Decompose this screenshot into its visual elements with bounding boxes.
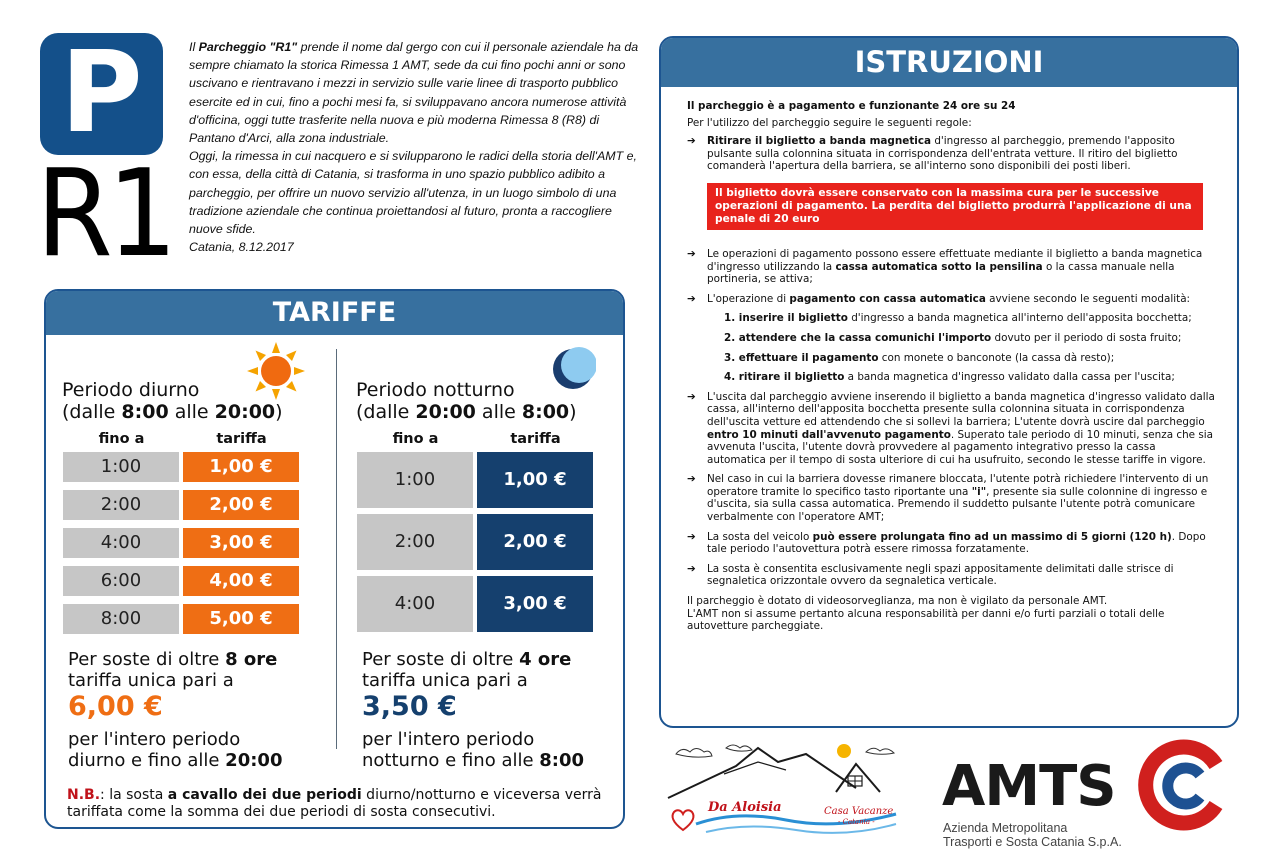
instr-bullet-3 <box>687 293 1217 306</box>
amts-subtitle <box>943 821 1122 849</box>
night-period-text <box>362 729 584 771</box>
b4-bold: entro 10 minuti dall'avvenuto pagamento <box>707 428 951 441</box>
instr-step-4 <box>687 371 1217 384</box>
b6-rest: . Dopo tale periodo l'autovettura potrà essere rimossa forzatamente. <box>707 530 1206 556</box>
night-period-line1: per l'intero periodo <box>362 729 535 750</box>
s1-rest: d'ingresso a banda magnetica all'interno dell'apposita bocchetta; <box>847 312 1192 325</box>
footer-line-1: Il parcheggio è dotato di videosorveglianza, ma non è vigilato da personale AMT. <box>687 595 1108 608</box>
s4-rest: a banda magnetica d'ingresso validato dalla cassa per l'uscita; <box>844 371 1175 384</box>
parking-sign <box>40 28 163 158</box>
instr-bullet-6 <box>687 531 1217 556</box>
instr-bullet-5 <box>687 473 1217 523</box>
arrow-icon: ➔ <box>687 530 696 543</box>
night-from: 20:00 <box>415 401 476 423</box>
b5-rest: , presente sia sulle colonnine di ingresso e d'uscita, sia sulla cassa automatica. Premendo il suddetto pulsante l'utente potrà comunicare verbalmente con l'operatore AMT; <box>707 485 1208 524</box>
b2-bold: cassa automatica sotto la pensilina <box>835 260 1043 273</box>
arrow-icon: ➔ <box>687 135 696 148</box>
day-row-2-time: 2:00 <box>63 490 179 520</box>
day-over-bold: 8 ore <box>225 649 278 670</box>
instr-bullet-1 <box>687 135 1217 173</box>
nb-note <box>67 787 612 821</box>
day-to-word: alle <box>168 401 215 423</box>
b5-bold: "i" <box>971 485 987 498</box>
heart-icon <box>670 808 696 832</box>
night-col-time: fino a <box>392 431 439 447</box>
nb-rest: diurno/notturno e viceversa verrà tariffata come la somma dei due periodi di sosta consecutivi. <box>67 787 602 820</box>
instr-step-2 <box>687 332 1217 345</box>
intro-signature: Catania, 8.12.2017 <box>189 240 294 255</box>
da-aloisia-artwork <box>666 736 922 841</box>
night-over-pre: Per soste di oltre <box>362 649 520 670</box>
tariffe-box <box>44 289 625 829</box>
s4-bold: 4. ritirare il biglietto <box>724 371 845 384</box>
day-over-line2: tariffa unica pari a <box>68 670 234 691</box>
b2-pre: Le operazioni di pagamento possono essere effettuate mediante il biglietto a banda magnetica d'ingresso utilizzando la <box>707 247 1203 273</box>
day-from-word: (dalle <box>62 401 122 423</box>
night-col-price: tariffa <box>510 431 561 447</box>
night-row-1-price: 1,00 € <box>477 452 593 508</box>
night-over-bold: 4 ore <box>519 649 572 670</box>
aloisia-tag: Casa Vacanze <box>824 806 894 817</box>
day-row-1-time: 1:00 <box>63 452 179 482</box>
day-row-1-price: 1,00 € <box>183 452 299 482</box>
b6-pre: La sosta del veicolo <box>707 530 813 543</box>
b4-rest: . Superato tale periodo di 10 minuti, senza che sia avvenuta l'uscita, l'utente dovrà provvedere al pagamento integrativo presso la cassa automatica per il tempo di sosta ulteriore di cui ha usufruito, secondo le stesse tariffe in vigore. <box>707 428 1214 466</box>
day-row-3-price: 3,00 € <box>183 528 299 558</box>
day-row-2-price: 2,00 € <box>183 490 299 520</box>
parking-letter: P <box>60 28 143 158</box>
day-close: ) <box>275 401 283 423</box>
istruzioni-box <box>659 36 1239 728</box>
nb-pre: : la sosta <box>100 787 168 803</box>
instr-intro: Per l'utilizzo del parcheggio seguire le seguenti regole: <box>687 116 972 129</box>
amts-c-icon <box>1130 735 1230 835</box>
instr-bullet-4 <box>687 391 1217 467</box>
night-row-2-time: 2:00 <box>357 514 473 570</box>
istruzioni-title: ISTRUZIONI <box>661 38 1237 87</box>
arrow-icon: ➔ <box>687 390 696 403</box>
arrow-icon: ➔ <box>687 473 696 486</box>
instr-step-3 <box>687 352 1217 365</box>
b4-pre: L'uscita dal parcheggio avviene inserendo il biglietto a banda magnetica d'ingresso validato dalla cassa, all'interno dell'apposita bocchetta presente sulla colonnina situata in corrispondenza dell'uscita vetture ed attendendo che si sollevi la barriera; L'utente dovrà uscire dal parcheggio <box>707 390 1215 428</box>
night-title-line1: Periodo notturno <box>356 379 515 401</box>
instr-footer <box>687 595 1217 633</box>
s3-bold: 3. effettuare il pagamento <box>724 351 879 364</box>
intro-p2: Oggi, la rimessa in cui nacquero e si svilupparono le radici della storia dell'AMT e, con essa, della città di Catania, si trasforma in uno spazio pubblico adibito a parcheggio, per offrire un nuovo servizio all'utenza, in un luogo simbolo di una tradizione aziendale che continua proiettandosi al futuro, pronta a raccogliere nuove sfide. <box>189 149 637 237</box>
instr-heading: Il parcheggio è a pagamento e funzionante 24 ore su 24 <box>687 100 1016 112</box>
s2-rest: dovuto per il periodo di sosta fruito; <box>991 331 1182 344</box>
b5-pre: Nel caso in cui la barriera dovesse rimanere bloccata, l'utente potrà richiedere l'intervento di un operatore tramite lo specifico tasto riportante una <box>707 473 1209 498</box>
night-row-2-price: 2,00 € <box>477 514 593 570</box>
b1-rest: d'ingresso al parcheggio, premendo l'apposito pulsante sulla colonnina situata in corrispondenza dell'entrata vetture. Il ritiro del biglietto comanderà l'apertura della barriera, se all'interno sono disponibili dei posti liberi. <box>707 135 1178 173</box>
day-over-text <box>68 649 277 691</box>
day-period-title <box>62 379 283 423</box>
day-title-line1: Periodo diurno <box>62 379 200 401</box>
instr-bullet-7 <box>687 563 1217 588</box>
night-over-line2: tariffa unica pari a <box>362 670 528 691</box>
amts-wordmark: AMTS <box>942 754 1116 819</box>
night-to-word: alle <box>475 401 522 423</box>
day-col-time: fino a <box>98 431 145 447</box>
day-period-bold: 20:00 <box>225 750 283 771</box>
s1-bold: 1. inserire il biglietto <box>724 312 848 325</box>
tariffe-title: TARIFFE <box>46 291 623 335</box>
b3-bold: pagamento con cassa automatica <box>789 292 986 305</box>
aloisia-name: Da Aloisia <box>708 800 782 815</box>
amts-sub-line1: Azienda Metropolitana <box>943 821 1068 835</box>
period-divider <box>336 349 337 749</box>
intro-text <box>189 38 639 256</box>
day-period-pre: diurno e fino alle <box>68 750 226 771</box>
day-row-3-time: 4:00 <box>63 528 179 558</box>
night-to: 8:00 <box>521 401 570 423</box>
b7-text: La sosta è consentita esclusivamente negli spazi appositamente delimitati dalle strisce di segnaletica orizzontale ovvero da segnaletica verticale. <box>707 562 1174 588</box>
night-row-3-time: 4:00 <box>357 576 473 632</box>
s2-bold: 2. attendere che la cassa comunichi l'importo <box>724 331 992 344</box>
instructions-body <box>687 100 1217 633</box>
intro-p1-bold: Parcheggio "R1" <box>198 40 298 54</box>
arrow-icon: ➔ <box>687 562 696 575</box>
nb-label: N.B. <box>67 787 101 803</box>
arrow-icon: ➔ <box>687 247 696 260</box>
b1-bold: Ritirare il biglietto a banda magnetica <box>707 135 932 148</box>
arrow-icon: ➔ <box>687 292 696 305</box>
day-row-5-time: 8:00 <box>63 604 179 634</box>
day-row-4-price: 4,00 € <box>183 566 299 596</box>
night-close: ) <box>569 401 577 423</box>
night-row-1-time: 1:00 <box>357 452 473 508</box>
night-flat-rate: 3,50 € <box>362 691 457 722</box>
day-to: 20:00 <box>214 401 276 423</box>
night-period-bold: 8:00 <box>539 750 585 771</box>
night-row-3-price: 3,00 € <box>477 576 593 632</box>
intro-p1-pre: Il <box>189 40 199 54</box>
aloisia-city: - Catania - <box>838 818 875 826</box>
day-over-pre: Per soste di oltre <box>68 649 226 670</box>
night-period-pre: notturno e fino alle <box>362 750 540 771</box>
day-row-4-time: 6:00 <box>63 566 179 596</box>
ticket-warning: Il biglietto dovrà essere conservato con la massima cura per le successive operazioni di pagamento. La perdita del biglietto produrrà l'applicazione di una penale di 20 euro <box>707 183 1203 230</box>
day-period-line1: per l'intero periodo <box>68 729 241 750</box>
parking-code: R1 <box>36 145 172 284</box>
instr-bullet-2 <box>687 248 1217 286</box>
instr-step-1 <box>687 312 1217 325</box>
b6-bold: può essere prolungata fino ad un massimo di 5 giorni (120 h) <box>812 530 1172 543</box>
footer-line-2: L'AMT non si assume pertanto alcuna responsabilità per danni e/o furti parziali o totali delle autovetture parcheggiate. <box>687 607 1165 633</box>
day-from: 8:00 <box>121 401 169 423</box>
nb-bold: a cavallo dei due periodi <box>167 787 362 803</box>
amts-logo <box>940 735 1240 850</box>
day-flat-rate: 6,00 € <box>68 691 163 722</box>
b3-pre: L'operazione di <box>707 292 790 305</box>
night-from-word: (dalle <box>356 401 416 423</box>
night-over-text <box>362 649 571 691</box>
day-period-text <box>68 729 282 771</box>
s3-rest: con monete o banconote (la cassa dà resto); <box>878 351 1115 364</box>
day-col-price: tariffa <box>216 431 267 447</box>
day-row-5-price: 5,00 € <box>183 604 299 634</box>
b3-rest: avviene secondo le seguenti modalità: <box>985 292 1191 305</box>
night-period-title <box>356 379 577 423</box>
amts-sub-line2: Trasporti e Sosta Catania S.p.A. <box>943 835 1122 849</box>
intro-p1-rest: prende il nome dal gergo con cui il personale aziendale ha da sempre chiamato la storica Rimessa 1 AMT, sede da cui fino pochi anni or sono uscivano e rientravano i mezzi in servizio sulle varie linee di trasporto pubblico esercite ed in cui, fino a pochi mesi fa, si sviluppavano ancora numerose attività d'officina, oggi tutte trasferite nella nuova e più moderna Rimessa 8 (R8) di Pantano d'Arci, alla zona industriale. <box>189 40 639 146</box>
b2-rest: o la cassa manuale nella portineria, se attiva; <box>707 260 1175 286</box>
da-aloisia-logo <box>666 736 922 841</box>
